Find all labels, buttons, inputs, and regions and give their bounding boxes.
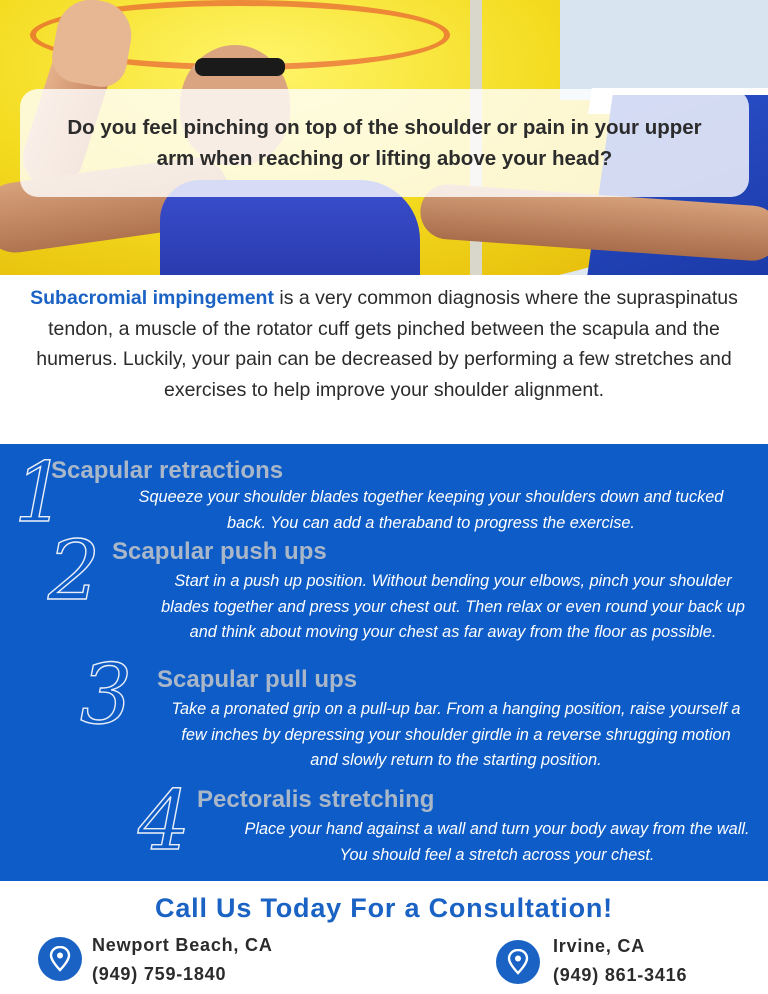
exercise-title-4: Pectoralis stretching [197,786,435,813]
exercise-number-4: 4 [138,774,191,869]
exercise-title-3: Scapular pull ups [157,666,358,693]
exercise-title-1: Scapular retractions [51,457,284,484]
question-box [20,89,749,197]
intro-text: is a very common diagnosis where the supraspinatus tendon, a muscle of the rotator cuff gets pinched between the scapula and the humerus. Luckily, your pain can be decreased by performing a few stretches and exercises to help improve your shoulder alignment. [36,287,738,401]
location-pin-icon [496,940,540,984]
location-pin-glyph [507,949,529,975]
exercise-number-1: 1 [14,446,67,541]
location-phone[interactable]: (949) 759-1840 [92,964,227,984]
exercise-description-1: Squeeze your shoulder blades together keeping your shoulders down and tucked back. You can add a theraband to progress the exercise. [138,488,724,532]
question-text: Do you feel pinching on top of the shoulder or pain in your upper arm when reaching or lifting above your head? [67,116,702,170]
location-city: Irvine, CA [553,936,646,956]
exercise-description-3: Take a pronated grip on a pull-up bar. From a hanging position, raise yourself a few inches by depressing your shoulder girdle in a reverse shrugging motion and slowly return to the starting position. [171,700,741,769]
exercise-number-2: 2 [48,524,101,619]
call-to-action: Call Us Today For a Consultation! [155,893,613,923]
location-pin-glyph [49,946,71,972]
sky [560,0,768,100]
location-newport [92,931,273,989]
location-irvine [553,932,687,990]
hero-photo [0,0,768,275]
exercise-panel [0,444,768,881]
exercise-description-2: Start in a push up position. Without bending your elbows, pinch your shoulder blades together and press your chest out. Then relax or even round your back up and think about moving your chest as far away from the floor as possible. [161,572,745,641]
diagnosis-term: Subacromial impingement [30,287,274,309]
location-pin-icon [38,937,82,981]
exercise-number-3: 3 [80,648,133,743]
location-city: Newport Beach, CA [92,935,273,955]
intro-paragraph [20,283,748,405]
exercise-description-4: Place your hand against a wall and turn your body away from the wall. You should feel a stretch across your chest. [244,820,750,864]
location-phone[interactable]: (949) 861-3416 [553,965,688,985]
exercise-title-2: Scapular push ups [112,538,327,565]
sunglasses [195,58,285,76]
